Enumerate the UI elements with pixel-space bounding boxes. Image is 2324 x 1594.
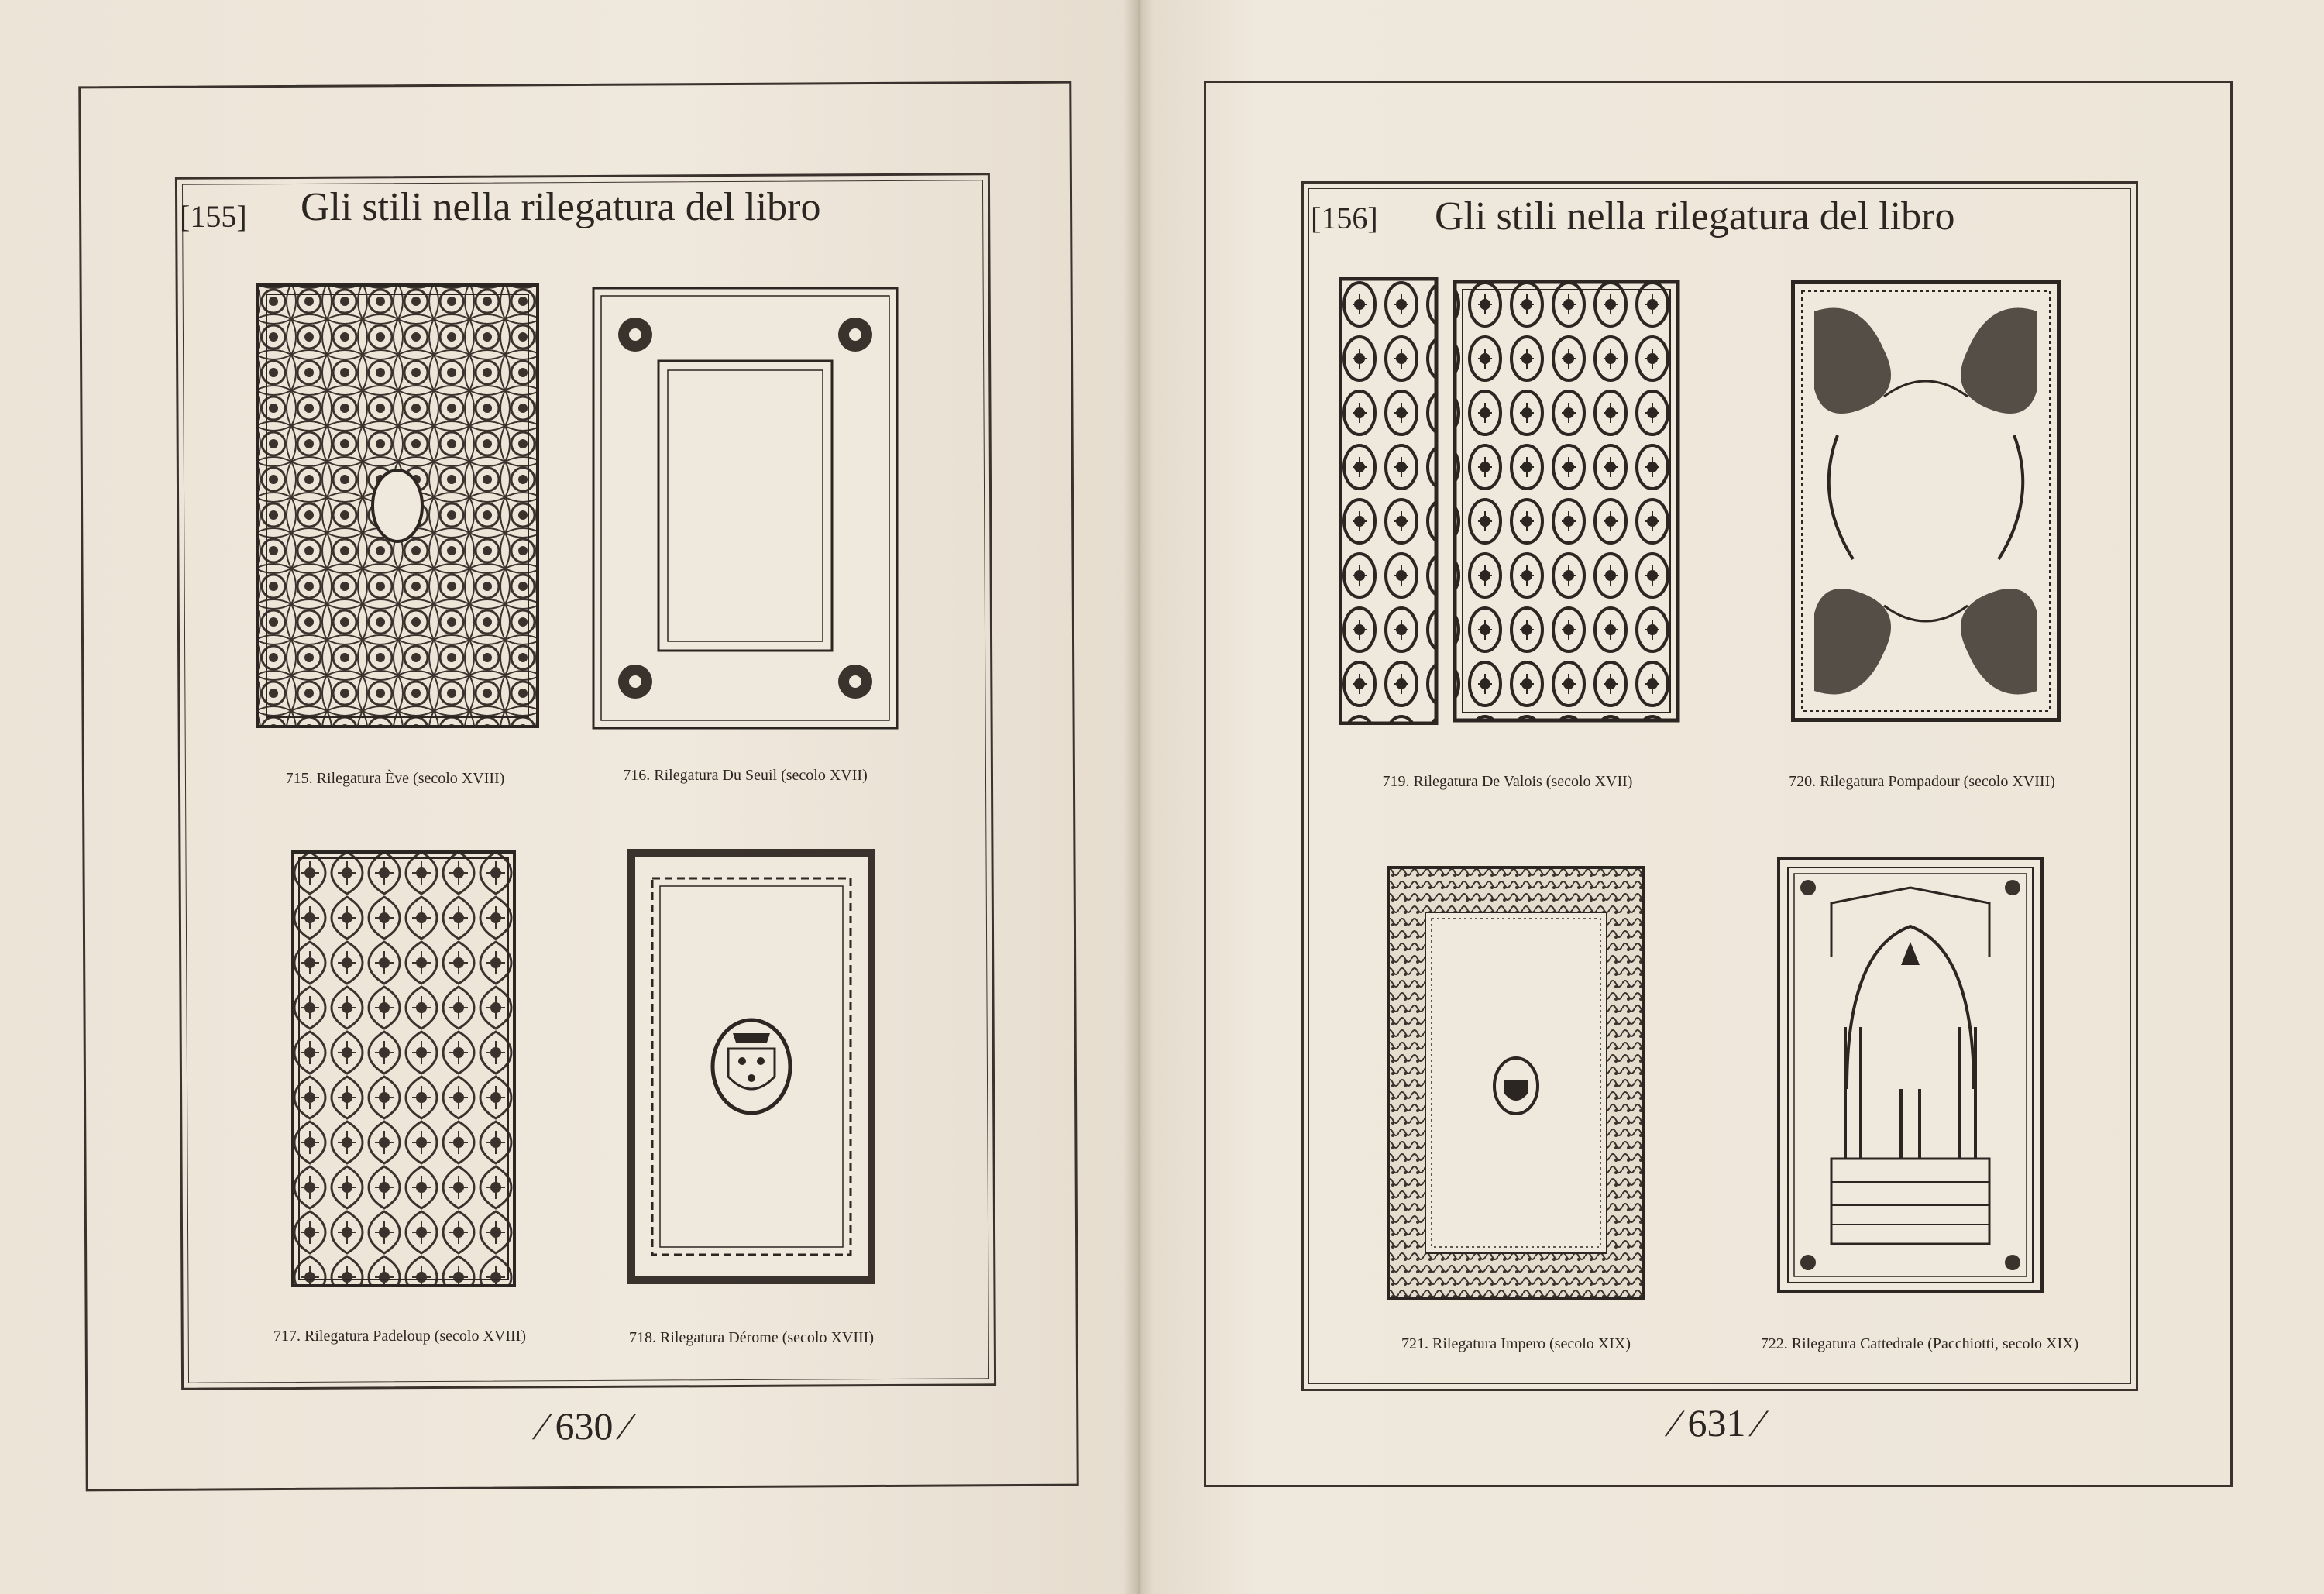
binding-illustration-padeloup xyxy=(291,850,516,1287)
figure-caption: 722. Rilegatura Cattedrale (Pacchiotti, secolo XIX) xyxy=(1760,1335,2079,1352)
page-heading: Gli stili nella rilegatura del libro xyxy=(1435,194,1955,239)
plate-number: [155] xyxy=(180,199,247,234)
figure-caption: 721. Rilegatura Impero (secolo XIX) xyxy=(1401,1335,1631,1352)
binding-illustration-pompadour xyxy=(1791,280,2061,722)
binding-illustration-impero xyxy=(1387,866,1645,1300)
page-number: ⁄ 631 ⁄ xyxy=(1671,1401,1762,1445)
figure-caption: 719. Rilegatura De Valois (secolo XVII) xyxy=(1382,773,1633,790)
binding-illustration-de-valois xyxy=(1339,277,1681,725)
binding-illustration-du-seuil xyxy=(592,287,899,730)
binding-illustration-cattedrale xyxy=(1777,857,2044,1293)
figure-caption: 720. Rilegatura Pompadour (secolo XVIII) xyxy=(1789,773,2055,790)
plate-number: [156] xyxy=(1311,201,1378,235)
figure-caption: 718. Rilegatura Dérome (secolo XVIII) xyxy=(629,1329,874,1346)
page-heading: Gli stili nella rilegatura del libro xyxy=(301,185,821,229)
binding-illustration-eve xyxy=(256,283,539,728)
figure-caption: 717. Rilegatura Padeloup (secolo XVIII) xyxy=(273,1328,526,1345)
binding-illustration-derome xyxy=(626,847,877,1286)
figure-caption: 716. Rilegatura Du Seuil (secolo XVII) xyxy=(623,767,868,784)
figure-caption: 715. Rilegatura Ève (secolo XVIII) xyxy=(285,770,505,787)
book-gutter xyxy=(1123,0,1154,1594)
page-number: ⁄ 630 ⁄ xyxy=(538,1404,630,1448)
